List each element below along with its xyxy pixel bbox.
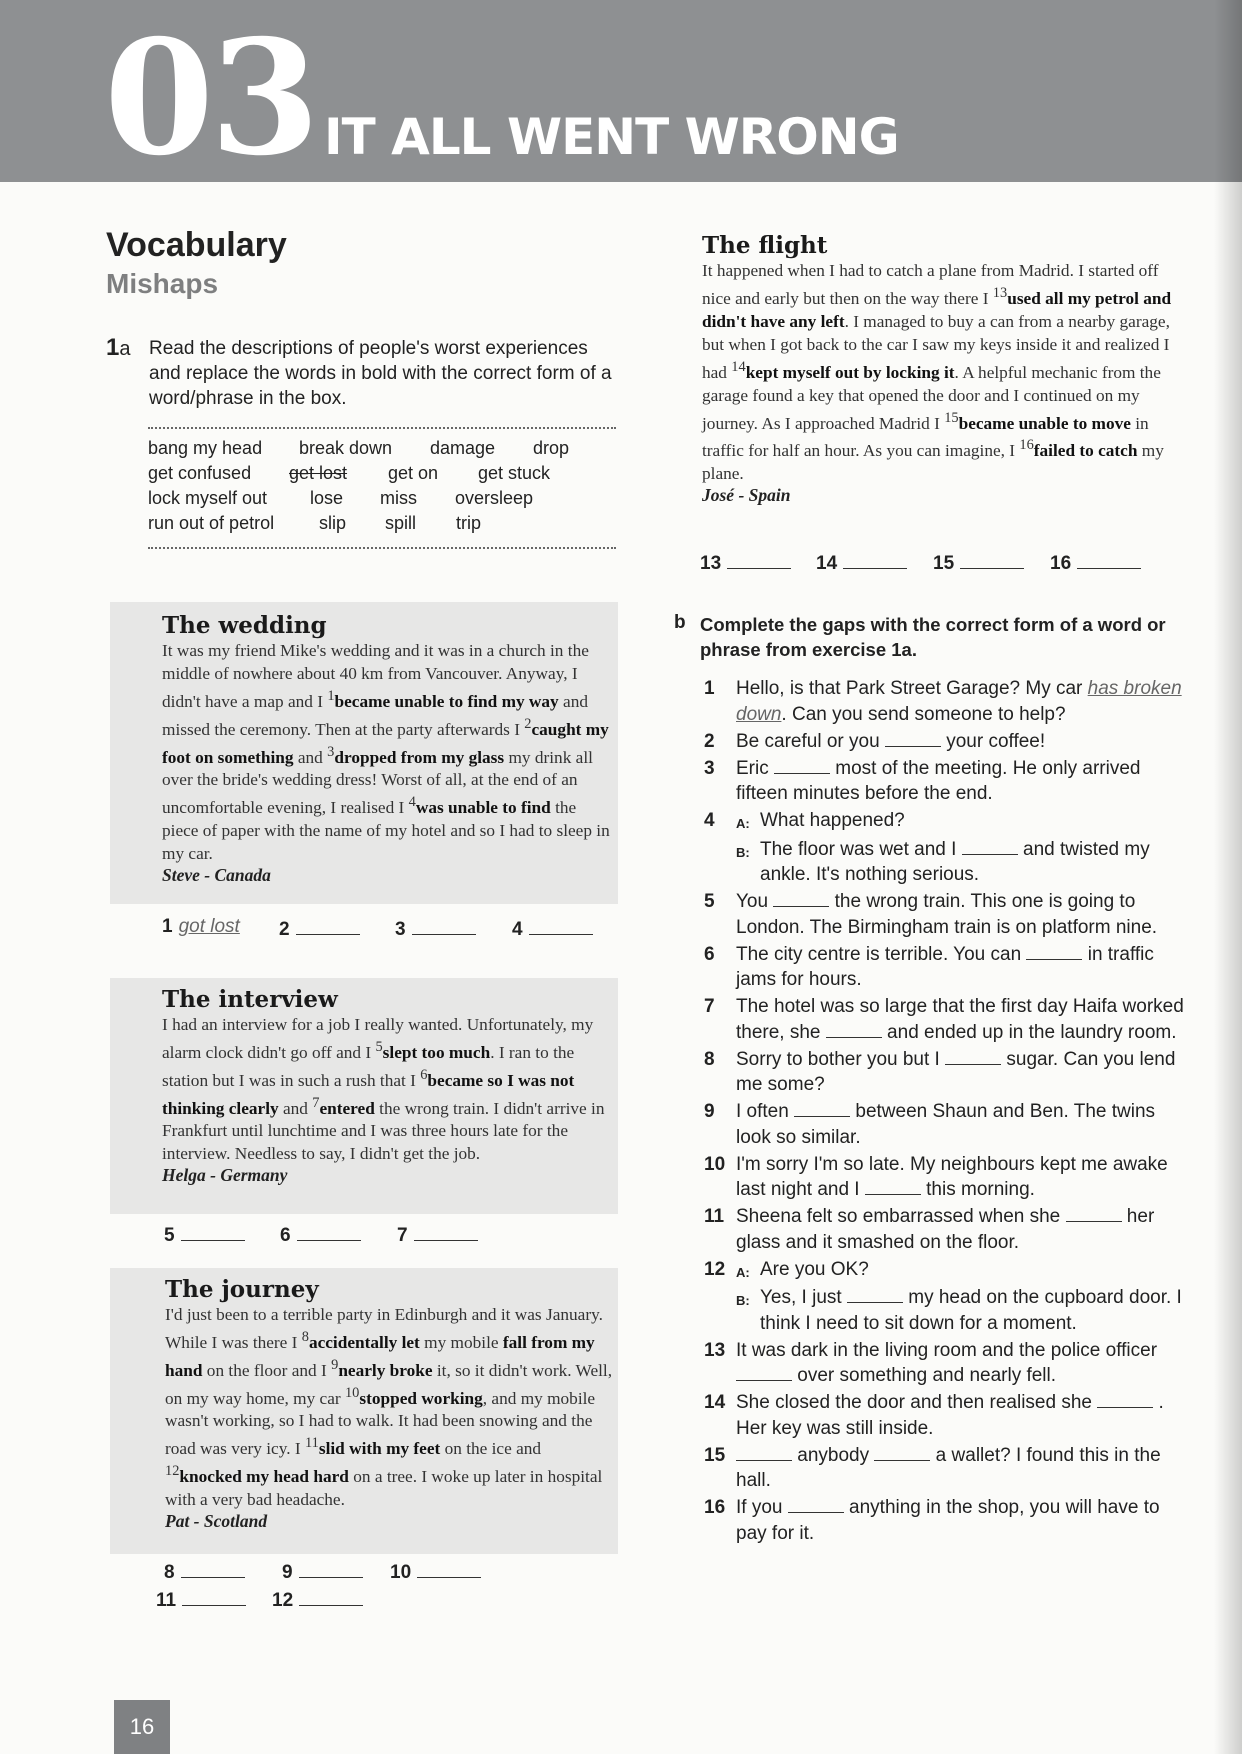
gap[interactable] <box>736 1364 792 1381</box>
gap[interactable] <box>885 730 941 747</box>
answer-slot[interactable]: 5 <box>164 1222 245 1247</box>
answers-journey-row2 <box>156 1587 616 1617</box>
page-edge-shadow <box>1214 0 1242 1754</box>
box-word: oversleep <box>455 488 534 508</box>
box-word: lock myself out <box>148 488 268 508</box>
story-flight <box>702 232 1172 506</box>
question-item: 3 Eric most of the meeting. He only arrived fifteen minutes before the end. <box>704 757 1141 804</box>
story-title: The wedding <box>162 612 327 639</box>
model-answer: has broken down <box>736 678 1182 725</box>
story-text: It happened when I had to catch a plane from Madrid. I started off nice and early but then on the way there I $^{13}$used all my petrol and didn't have any left. I managed to buy a can from a nearby garage, but when I got back to the car I saw my keys inside it and realized I had $^{14}$kept myself out by locking it. A helpful mechanic from the garage found a key that opened the door and I continued on my journey. As I approached Madrid I $^{15}$became unable to move in traffic for half an hour. As you can imagine, I $^{16}$failed to catch my plane. <box>702 261 1172 484</box>
unit-header <box>0 0 1242 191</box>
question-item: 8 Sorry to bother you but I sugar. Can you lend me some? <box>704 1048 1176 1095</box>
story-journey <box>110 1268 618 1554</box>
answer-slot[interactable]: 13 <box>700 550 791 575</box>
story-author: José - Spain <box>702 485 791 506</box>
question-item: 5 You the wrong train. This one is going to London. The Birmingham train is on platform nine. <box>704 891 1158 938</box>
gap[interactable] <box>788 1496 844 1513</box>
question-item: 4 A: What happened? B: The floor was wet and I and twisted my ankle. It's nothing serious. <box>704 810 1150 885</box>
story-title: The flight <box>702 232 828 259</box>
question-item: 12 A: Are you OK? B: Yes, I just my head on the cupboard door. I think I need to sit down for a moment. <box>704 1258 1182 1334</box>
answers-flight <box>700 550 1180 580</box>
page-number: 16 <box>114 1700 170 1754</box>
story-text: I'd just been to a terrible party in Edinburgh and it was January. While I was there I $^8$accidentally let my mobile fall from my hand on the floor and I $^9$nearly broke it, so it didn't work. Well, on my way home, my car $^{10}$stopped working, and my mobile wasn't working, so I had to walk. It had been snowing and the road was very icy. I $^{11}$slid with my feet on the ice and $^{12}$knocked my head hard on a tree. I woke up later in hospital with a very bad headache. <box>165 1305 613 1509</box>
answer-slot[interactable]: 12 <box>272 1587 363 1612</box>
answer-slot[interactable]: 11 <box>156 1587 246 1612</box>
question-item: 11 Sheena felt so embarrassed when she her glass and it smashed on the floor. <box>704 1206 1155 1253</box>
story-wedding <box>110 602 618 904</box>
exercise-1a-instruction: Read the descriptions of people's worst experiences and replace the words in bold with the correct form of a word/phrase in the box. <box>149 338 612 409</box>
question-item: 1 Hello, is that Park Street Garage? My car has broken down. Can you send someone to help? <box>704 678 1182 725</box>
box-word: bang my head <box>148 438 263 458</box>
answer-slot[interactable]: 15 <box>933 550 1024 575</box>
story-author: Pat - Scotland <box>165 1510 268 1531</box>
question-item: 7 The hotel was so large that the first day Haifa worked there, she and ended up in the laundry room. <box>704 996 1184 1043</box>
gap[interactable] <box>962 838 1018 855</box>
answer-slot[interactable]: 4 <box>512 916 593 941</box>
question-item: 2 Be careful or you your coffee! <box>704 730 1046 752</box>
story-text: I had an interview for a job I really wanted. Unfortunately, my alarm clock didn't go off and I $^5$slept too much. I ran to the station but I was in such a rush that I $^6$became so I was not thinking clearly and $^7$entered the wrong train. I didn't arrive in Frankfurt until lunchtime and I was three hours late for the interview. Needless to say, I didn't get the job. <box>162 1015 605 1164</box>
box-word: slip <box>319 513 347 533</box>
question-item: 6 The city centre is terrible. You can in traffic jams for hours. <box>704 943 1154 990</box>
question-item: 10 I'm sorry I'm so late. My neighbours kept me awake last night and I this morning. <box>704 1153 1168 1200</box>
gap[interactable] <box>874 1444 930 1461</box>
gap[interactable] <box>826 1021 882 1038</box>
answer-slot[interactable]: 9 <box>282 1559 363 1584</box>
exercise-1b-letter: b <box>674 612 686 633</box>
story-title: The journey <box>165 1276 319 1303</box>
box-word: damage <box>430 438 496 458</box>
section-subtitle: Mishaps <box>106 268 219 299</box>
answer-slot[interactable]: 3 <box>395 916 476 941</box>
box-word: drop <box>533 438 570 458</box>
answer-slot[interactable]: 7 <box>397 1222 478 1247</box>
question-item: 15 anybody a wallet? I found this in the hall. <box>704 1444 1161 1491</box>
unit-number: 03 <box>104 6 316 191</box>
answer-slot[interactable]: 8 <box>164 1559 245 1584</box>
question-item: 13 It was dark in the living room and the police officer over something and nearly fell. <box>704 1339 1158 1386</box>
story-interview <box>110 978 618 1214</box>
question-item: 9 I often between Shaun and Ben. The twins look so similar. <box>704 1101 1156 1148</box>
gap[interactable] <box>1066 1205 1122 1222</box>
gap[interactable] <box>945 1048 1001 1065</box>
section-title: Vocabulary <box>106 226 287 264</box>
gap[interactable] <box>1097 1391 1153 1408</box>
box-word: trip <box>456 513 482 533</box>
answer-slot[interactable]: 6 <box>280 1222 361 1247</box>
question-item: 16 If you anything in the shop, you will have to pay for it. <box>704 1497 1160 1544</box>
exercise-1b-questions <box>704 676 1184 1548</box>
answers-journey-row1 <box>164 1559 624 1589</box>
gap[interactable] <box>847 1286 903 1303</box>
story-text: It was my friend Mike's wedding and it was in a church in the middle of nowhere about 40 km from Vancouver. Anyway, I didn't have a map and I $^1$became unable to find my way and missed the ceremony. Then at the party afterwards I $^2$caught my foot on something and $^3$dropped from my glass my drink all over the bride's wedding dress! Worst of all, at the end of an uncomfortable evening, I realised I $^4$was unable to find the piece of paper with the name of my hotel and so I had to sleep in my car. <box>162 641 610 864</box>
unit-title: IT ALL WENT WRONG <box>324 108 899 166</box>
story-author: Steve - Canada <box>162 865 271 886</box>
gap[interactable] <box>865 1178 921 1195</box>
box-word-crossed: get lost <box>289 463 348 483</box>
box-word: get confused <box>148 463 252 483</box>
box-word: miss <box>380 488 417 508</box>
exercise-1b-instruction: Complete the gaps with the correct form of a word or phrase from exercise 1a. <box>700 614 1166 660</box>
question-item: 14 She closed the door and then realised she . Her key was still inside. <box>704 1392 1164 1439</box>
gap[interactable] <box>773 890 829 907</box>
answer-slot[interactable]: 14 <box>816 550 907 575</box>
gap[interactable] <box>774 757 830 774</box>
box-word: lose <box>310 488 344 508</box>
answers-wedding <box>162 916 622 946</box>
box-word: get stuck <box>478 463 551 483</box>
story-title: The interview <box>162 986 338 1013</box>
answer-slot[interactable]: 1 got lost <box>162 916 240 937</box>
answer-slot[interactable]: 10 <box>390 1559 481 1584</box>
box-word: get on <box>388 463 439 483</box>
exercise-1a-number: 1a <box>106 334 131 361</box>
box-word: break down <box>299 438 393 458</box>
answer-slot[interactable]: 16 <box>1050 550 1141 575</box>
answer-slot[interactable]: 2 <box>279 916 360 941</box>
answers-interview <box>164 1222 624 1252</box>
box-word: run out of petrol <box>148 513 275 533</box>
gap[interactable] <box>794 1100 850 1117</box>
story-author: Helga - Germany <box>162 1165 288 1186</box>
gap[interactable] <box>736 1444 792 1461</box>
word-box <box>148 427 616 549</box>
box-word: spill <box>385 513 417 533</box>
gap[interactable] <box>1026 943 1082 960</box>
